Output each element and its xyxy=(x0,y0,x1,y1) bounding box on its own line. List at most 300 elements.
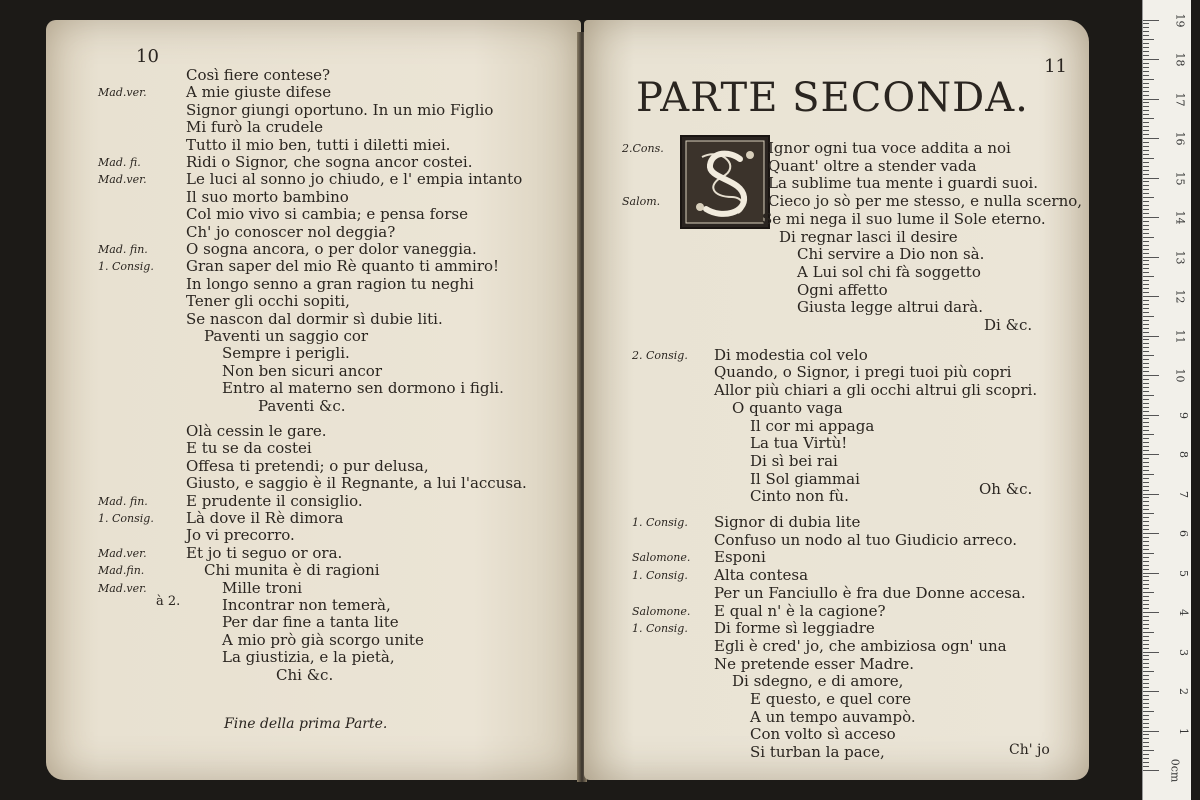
verse-line: O quanto vaga xyxy=(732,398,843,417)
ruler-number: 17 xyxy=(1173,92,1187,106)
ruler-tick xyxy=(1143,687,1149,688)
ruler-tick xyxy=(1143,584,1149,585)
ruler-tick xyxy=(1143,482,1149,483)
speaker-label: Mad.ver. xyxy=(98,581,147,595)
ruler-tick xyxy=(1143,659,1149,660)
ruler-tick xyxy=(1143,418,1149,419)
ruler-tick xyxy=(1143,703,1149,704)
ruler-number: 13 xyxy=(1173,250,1187,264)
ruler-tick xyxy=(1143,462,1149,463)
speaker-label: Mad.ver. xyxy=(98,86,147,100)
ruler-tick xyxy=(1143,683,1149,684)
ruler-tick xyxy=(1143,616,1149,617)
ruler-tick xyxy=(1143,415,1159,416)
ruler-tick xyxy=(1143,648,1149,649)
ruler-tick xyxy=(1143,185,1149,186)
catchword: Ch' jo xyxy=(1009,742,1050,758)
ruler-tick xyxy=(1143,379,1149,380)
ruler-tick xyxy=(1143,573,1159,574)
verse-line: Egli è cred' jo, che ambiziosa ogn' una xyxy=(714,636,1007,655)
ruler-tick xyxy=(1143,233,1149,234)
ruler-tick xyxy=(1143,505,1149,506)
ruler-tick xyxy=(1143,39,1154,40)
ruler-tick xyxy=(1143,336,1159,337)
ruler-tick xyxy=(1143,731,1159,732)
ruler-tick xyxy=(1143,746,1149,747)
ruler-number: 11 xyxy=(1173,329,1187,343)
ruler-tick xyxy=(1143,561,1149,562)
ruler-tick xyxy=(1143,679,1149,680)
ruler-tick xyxy=(1143,142,1149,143)
ruler-tick xyxy=(1143,667,1149,668)
verse-line: E questo, e quel core xyxy=(750,690,911,708)
verse-line: Olà cessin le gare. xyxy=(186,422,327,440)
ruler-number: 2 xyxy=(1177,688,1190,695)
verse-line: E qual n' è la cagione? xyxy=(714,601,886,620)
ruler-tick xyxy=(1143,383,1149,384)
verse-line: Col mio vivo si cambia; e pensa forse xyxy=(186,205,468,224)
ruler-tick xyxy=(1143,450,1149,451)
ruler-tick xyxy=(1143,525,1149,526)
verse-line: La giustizia, e la pietà, xyxy=(222,648,395,667)
ruler-tick xyxy=(1143,407,1149,408)
ruler-tick xyxy=(1143,513,1154,514)
ruler-tick xyxy=(1143,324,1149,325)
verse-line: Quando, o Signor, i pregi tuoi più copri xyxy=(714,363,1012,382)
verse-line: Di forme sì leggiadre xyxy=(714,619,875,638)
ruler-tick xyxy=(1143,458,1149,459)
verse-line: A mio prò già scorgo unite xyxy=(222,630,424,649)
verse-line: Tutto il mio ben, tutti i diletti miei. xyxy=(186,135,451,154)
ruler-tick xyxy=(1143,486,1149,487)
verse-line: Paventi un saggio cor xyxy=(204,327,369,345)
ruler-number: 5 xyxy=(1177,569,1190,577)
ruler-tick xyxy=(1143,434,1154,435)
ruler-tick xyxy=(1143,300,1149,301)
verse-line: E prudente il consiglio. xyxy=(186,491,363,510)
ruler-tick xyxy=(1143,588,1149,589)
ruler-tick xyxy=(1143,296,1159,297)
ruler-tick xyxy=(1143,181,1149,182)
ruler-tick xyxy=(1143,553,1154,554)
ruler-tick xyxy=(1143,521,1149,522)
ruler-tick xyxy=(1143,517,1149,518)
ruler-tick xyxy=(1143,750,1154,751)
ruler-tick xyxy=(1143,106,1149,107)
ruler-tick xyxy=(1143,197,1154,198)
ruler-tick xyxy=(1143,213,1149,214)
ruler-tick xyxy=(1143,75,1149,76)
left-page xyxy=(46,20,581,780)
ruler-tick xyxy=(1143,280,1149,281)
ruler-tick xyxy=(1143,727,1149,728)
verse-line: Alta contesa xyxy=(714,566,809,585)
ruler-tick xyxy=(1143,604,1149,605)
ruler-tick xyxy=(1143,541,1149,542)
ruler-tick xyxy=(1143,490,1149,491)
verse-line: A Lui sol chi fà soggetto xyxy=(797,262,981,281)
ruler-tick xyxy=(1143,67,1149,68)
ruler-tick xyxy=(1143,624,1149,625)
verse-line: Di regnar lasci il desire xyxy=(779,227,958,246)
verse-line: Mi furò la crudele xyxy=(186,118,323,137)
verse-line: O sogna ancora, o per dolor vaneggia. xyxy=(186,240,477,258)
ruler-tick xyxy=(1143,644,1149,645)
ruler-tick xyxy=(1143,367,1149,368)
ruler-tick xyxy=(1143,734,1149,735)
ruler-tick xyxy=(1143,79,1154,80)
ruler-tick xyxy=(1143,707,1149,708)
ruler-tick xyxy=(1143,695,1149,696)
speaker-label: Mad. fin. xyxy=(98,494,148,508)
ruler-tick xyxy=(1143,466,1149,467)
ruler-tick xyxy=(1143,332,1149,333)
ruler-tick xyxy=(1143,276,1154,277)
ruler-tick xyxy=(1143,205,1149,206)
verse-line: In longo senno a gran ragion tu neghi xyxy=(186,274,474,293)
ruler-tick xyxy=(1143,351,1149,352)
ruler-tick xyxy=(1143,35,1149,36)
verse-line: Cinto non fù. xyxy=(750,487,849,506)
ruler-tick xyxy=(1143,422,1149,423)
ruler-tick xyxy=(1143,221,1149,222)
ruler-tick xyxy=(1143,27,1149,28)
book-spread xyxy=(28,20,1138,790)
speaker-label: Mad. fi. xyxy=(98,156,141,169)
ruler-tick xyxy=(1143,738,1149,739)
ruler-tick xyxy=(1143,312,1149,313)
ruler-tick xyxy=(1143,31,1149,32)
ruler-tick xyxy=(1143,762,1149,763)
ruler-tick xyxy=(1143,110,1149,111)
ruler-tick xyxy=(1143,636,1149,637)
ruler-tick xyxy=(1143,343,1149,344)
ruler-tick xyxy=(1143,209,1149,210)
ruler-tick xyxy=(1143,529,1149,530)
ruler-tick xyxy=(1143,691,1159,692)
ruler-tick xyxy=(1143,470,1149,471)
ruler-tick xyxy=(1143,245,1149,246)
speaker-label: Mad. fin. xyxy=(98,243,148,256)
ruler-tick xyxy=(1143,612,1159,613)
ruler-tick xyxy=(1143,51,1149,52)
ruler-number: 7 xyxy=(1177,490,1190,498)
ruler-tick xyxy=(1143,509,1149,510)
ruler-tick xyxy=(1143,557,1149,558)
verse-line: Il cor mi appaga xyxy=(750,416,875,435)
ruler-tick xyxy=(1143,43,1149,44)
ruler-tick xyxy=(1143,193,1149,194)
ruler-tick xyxy=(1143,719,1149,720)
ruler-tick xyxy=(1143,494,1159,495)
verse-line: Il suo morto bambino xyxy=(186,187,349,206)
ruler-tick xyxy=(1143,411,1149,412)
ruler-tick xyxy=(1143,166,1149,167)
ruler-number: 6 xyxy=(1177,530,1190,537)
ruler-tick xyxy=(1143,371,1149,372)
refrain-label: Oh &c. xyxy=(979,480,1033,498)
verse-line: Allor più chiari a gli occhi altrui gli scopri. xyxy=(714,381,1038,400)
a-due-label: à 2. xyxy=(156,594,181,609)
ruler-tick xyxy=(1143,545,1149,546)
speaker-label: Salom. xyxy=(622,195,661,209)
ruler-tick xyxy=(1143,699,1149,700)
ruler-tick xyxy=(1143,501,1149,502)
ruler-tick xyxy=(1143,596,1149,597)
verse-line: Chi munita è di ragioni xyxy=(204,561,380,580)
page-number: 11 xyxy=(1044,56,1067,77)
ruler-tick xyxy=(1143,640,1149,641)
ruler-tick xyxy=(1143,95,1149,96)
ruler-tick xyxy=(1143,170,1149,171)
decorated-initial-s-icon xyxy=(680,135,770,229)
ruler-number: 9 xyxy=(1177,411,1190,419)
ruler-number: 12 xyxy=(1173,289,1187,304)
ruler-tick xyxy=(1143,355,1154,356)
ruler-tick xyxy=(1143,359,1149,360)
verse-line: Si turban la pace, xyxy=(750,743,885,762)
ruler-tick xyxy=(1143,576,1149,577)
ruler-tick xyxy=(1143,217,1159,218)
ruler-tick xyxy=(1143,150,1149,151)
ruler-tick xyxy=(1143,241,1149,242)
ruler-tick xyxy=(1143,628,1149,629)
verse-line: A un tempo auvampò. xyxy=(750,707,916,726)
speaker-label: 1. Consig. xyxy=(632,622,688,636)
ruler-tick xyxy=(1143,565,1149,566)
ruler-tick xyxy=(1143,663,1149,664)
ruler-tick xyxy=(1143,608,1149,609)
ruler-tick xyxy=(1143,533,1159,534)
verse-line: Di sdegno, e di amore, xyxy=(732,672,904,691)
ruler-tick xyxy=(1143,395,1154,396)
ruler-number: 14 xyxy=(1173,210,1187,225)
speaker-label: Mad.fin. xyxy=(98,564,145,578)
verse-line: Signor giungi oportuno. In un mio Figlio xyxy=(186,100,494,119)
verse-line: Di &c. xyxy=(984,316,1033,334)
ruler-tick xyxy=(1143,284,1149,285)
ruler-tick xyxy=(1143,446,1149,447)
verse-line: Jo vi precorro. xyxy=(186,526,295,545)
verse-line: Tener gli occhi sopiti, xyxy=(186,292,350,311)
verse-line: Ne pretende esser Madre. xyxy=(714,654,915,673)
ruler-tick xyxy=(1143,118,1154,119)
ruler-number: 0cm xyxy=(1168,758,1182,783)
verse-line: La tua Virtù! xyxy=(750,434,848,453)
ruler-tick xyxy=(1143,655,1149,656)
ruler-tick xyxy=(1143,71,1149,72)
ruler-tick xyxy=(1143,268,1149,269)
speaker-label: 1. Consig. xyxy=(98,260,154,274)
ruler-tick xyxy=(1143,723,1149,724)
ruler-tick xyxy=(1143,126,1149,127)
verse-line: Chi servire a Dio non sà. xyxy=(797,245,985,264)
ruler-tick xyxy=(1143,438,1149,439)
ruler-tick xyxy=(1143,652,1159,653)
ruler-tick xyxy=(1143,174,1149,175)
ruler-tick xyxy=(1143,122,1149,123)
ruler-tick xyxy=(1143,201,1149,202)
ruler-number: 18 xyxy=(1173,52,1187,67)
ruler-tick xyxy=(1143,308,1149,309)
ruler-tick xyxy=(1143,99,1159,100)
verse-line: A mie giuste difese xyxy=(186,83,332,102)
verse-line: Paventi &c. xyxy=(258,396,346,415)
speaker-label: 2.Cons. xyxy=(622,142,664,155)
ruler-number: 19 xyxy=(1173,13,1187,27)
ruler-number: 10 xyxy=(1173,368,1187,383)
ruler-tick xyxy=(1143,391,1149,392)
ruler-tick xyxy=(1143,23,1149,24)
verse-line: Gran saper del mio Rè quanto ti ammiro! xyxy=(186,257,500,276)
ruler-tick xyxy=(1143,442,1149,443)
speaker-label: Mad.ver. xyxy=(98,173,147,187)
measurement-ruler xyxy=(1142,0,1191,800)
verse-line: Confuso un nodo al tuo Giudicio arreco. xyxy=(714,530,1017,549)
ruler-number: 3 xyxy=(1177,648,1190,656)
ruler-tick xyxy=(1143,766,1149,767)
speaker-label: 1. Consig. xyxy=(632,569,688,583)
verse-line: Ch' jo conoscer nol deggia? xyxy=(186,222,396,241)
verse-line: E tu se da costei xyxy=(186,439,312,458)
verse-line: Così fiere contese? xyxy=(186,66,331,84)
ruler-tick xyxy=(1143,260,1149,261)
ruler-tick xyxy=(1143,328,1149,329)
ruler-tick xyxy=(1143,320,1149,321)
speaker-label: Salomone. xyxy=(632,551,691,565)
ruler-tick xyxy=(1143,592,1154,593)
ruler-tick xyxy=(1143,225,1149,226)
ruler-tick xyxy=(1143,758,1149,759)
ruler-tick xyxy=(1143,154,1149,155)
verse-line: Cieco jo sò per me stesso, e nulla scerno, xyxy=(768,192,1083,211)
ruler-tick xyxy=(1143,20,1159,21)
verse-line: Entro al materno sen dormono i figli. xyxy=(222,379,504,398)
ruler-tick xyxy=(1143,474,1154,475)
speaker-label: 1. Consig. xyxy=(98,512,154,525)
ruler-tick xyxy=(1143,478,1149,479)
ruler-tick xyxy=(1143,178,1159,179)
verse-line: Mille troni xyxy=(222,578,303,597)
verse-line: Et jo ti seguo or ora. xyxy=(186,543,343,562)
ruler-tick xyxy=(1143,249,1149,250)
verse-line: Le luci al sonno jo chiudo, e l' empia intanto xyxy=(186,170,523,189)
ruler-tick xyxy=(1143,375,1159,376)
ruler-tick xyxy=(1143,347,1149,348)
ruler-tick xyxy=(1143,569,1149,570)
ruler-tick xyxy=(1143,711,1154,712)
ruler-tick xyxy=(1143,292,1149,293)
ruler-tick xyxy=(1143,742,1149,743)
verse-line: La sublime tua mente i guardi suoi. xyxy=(768,174,1038,193)
ruler-number: 4 xyxy=(1177,609,1190,616)
verse-line: Esponi xyxy=(714,548,766,567)
ruler-tick xyxy=(1143,620,1149,621)
ruler-tick xyxy=(1143,675,1149,676)
ruler-number: 1 xyxy=(1177,727,1190,735)
ruler-tick xyxy=(1143,264,1149,265)
verse-line: Il Sol giammai xyxy=(750,469,860,488)
ruler-tick xyxy=(1143,114,1149,115)
ruler-tick xyxy=(1143,632,1154,633)
ruler-tick xyxy=(1143,229,1149,230)
speaker-label: 1. Consig. xyxy=(632,516,688,529)
ruler-tick xyxy=(1143,55,1149,56)
ruler-number: 16 xyxy=(1173,131,1187,146)
ruler-tick xyxy=(1143,580,1149,581)
ruler-tick xyxy=(1143,253,1149,254)
ruler-tick xyxy=(1143,399,1149,400)
ruler-tick xyxy=(1143,671,1154,672)
verse-line: Sempre i perigli. xyxy=(222,344,350,363)
verse-line: Giusto, e saggio è il Regnante, a lui l'accusa. xyxy=(186,474,527,493)
ruler-tick xyxy=(1143,272,1149,273)
ruler-tick xyxy=(1143,237,1154,238)
part-title: PARTE SECONDA. xyxy=(636,75,1029,121)
ruler-tick xyxy=(1143,189,1149,190)
ruler-tick xyxy=(1143,304,1149,305)
ruler-tick xyxy=(1143,63,1149,64)
speaker-label: Salomone. xyxy=(632,604,691,618)
ruler-tick xyxy=(1143,715,1149,716)
verse-line: Là dove il Rè dimora xyxy=(186,509,344,527)
ruler-tick xyxy=(1143,47,1149,48)
ruler-tick xyxy=(1143,257,1159,258)
ruler-tick xyxy=(1143,59,1159,60)
page-number: 10 xyxy=(136,46,159,67)
speaker-label: Mad.ver. xyxy=(98,546,147,560)
end-of-part-line: Fine della prima Parte. xyxy=(224,716,388,732)
verse-line: Signor di dubia lite xyxy=(714,513,861,531)
ruler-tick xyxy=(1143,403,1149,404)
ruler-tick xyxy=(1143,387,1149,388)
ruler-tick xyxy=(1143,83,1149,84)
ruler-tick xyxy=(1143,454,1159,455)
ruler-tick xyxy=(1143,537,1149,538)
ruler-number: 15 xyxy=(1173,171,1187,185)
verse-line: Se mi nega il suo lume il Sole eterno. xyxy=(762,209,1046,228)
ruler-tick xyxy=(1143,134,1149,135)
verse-line: Con volto sì acceso xyxy=(750,725,896,744)
verse-line: Ignor ogni tua voce addita a noi xyxy=(768,139,1011,157)
ruler-tick xyxy=(1143,600,1149,601)
ruler-tick xyxy=(1143,430,1149,431)
ruler-tick xyxy=(1143,288,1149,289)
ruler-tick xyxy=(1143,497,1149,498)
ruler-tick xyxy=(1143,102,1149,103)
verse-line: Quant' oltre a stender vada xyxy=(768,156,977,175)
ruler-tick xyxy=(1143,339,1149,340)
ruler-tick xyxy=(1143,138,1159,139)
ruler-tick xyxy=(1143,770,1159,771)
verse-line: Ridi o Signor, che sogna ancor costei. xyxy=(186,153,473,171)
verse-line: Ogni affetto xyxy=(797,280,888,299)
speaker-label: 2. Consig. xyxy=(632,348,688,362)
verse-line: Se nascon dal dormir sì dubie liti. xyxy=(186,309,443,328)
verse-line: Di modestia col velo xyxy=(714,345,868,364)
ruler-tick xyxy=(1143,146,1149,147)
verse-line: Chi &c. xyxy=(276,665,334,684)
ruler-tick xyxy=(1143,91,1149,92)
ruler-tick xyxy=(1143,162,1149,163)
ruler-tick xyxy=(1143,316,1154,317)
verse-line: Incontrar non temerà, xyxy=(222,596,391,614)
verse-line: Non ben sicuri ancor xyxy=(222,361,382,380)
ruler-tick xyxy=(1143,158,1154,159)
verse-line: Giusta legge altrui darà. xyxy=(797,298,983,317)
right-page xyxy=(584,20,1089,780)
ruler-tick xyxy=(1143,363,1149,364)
